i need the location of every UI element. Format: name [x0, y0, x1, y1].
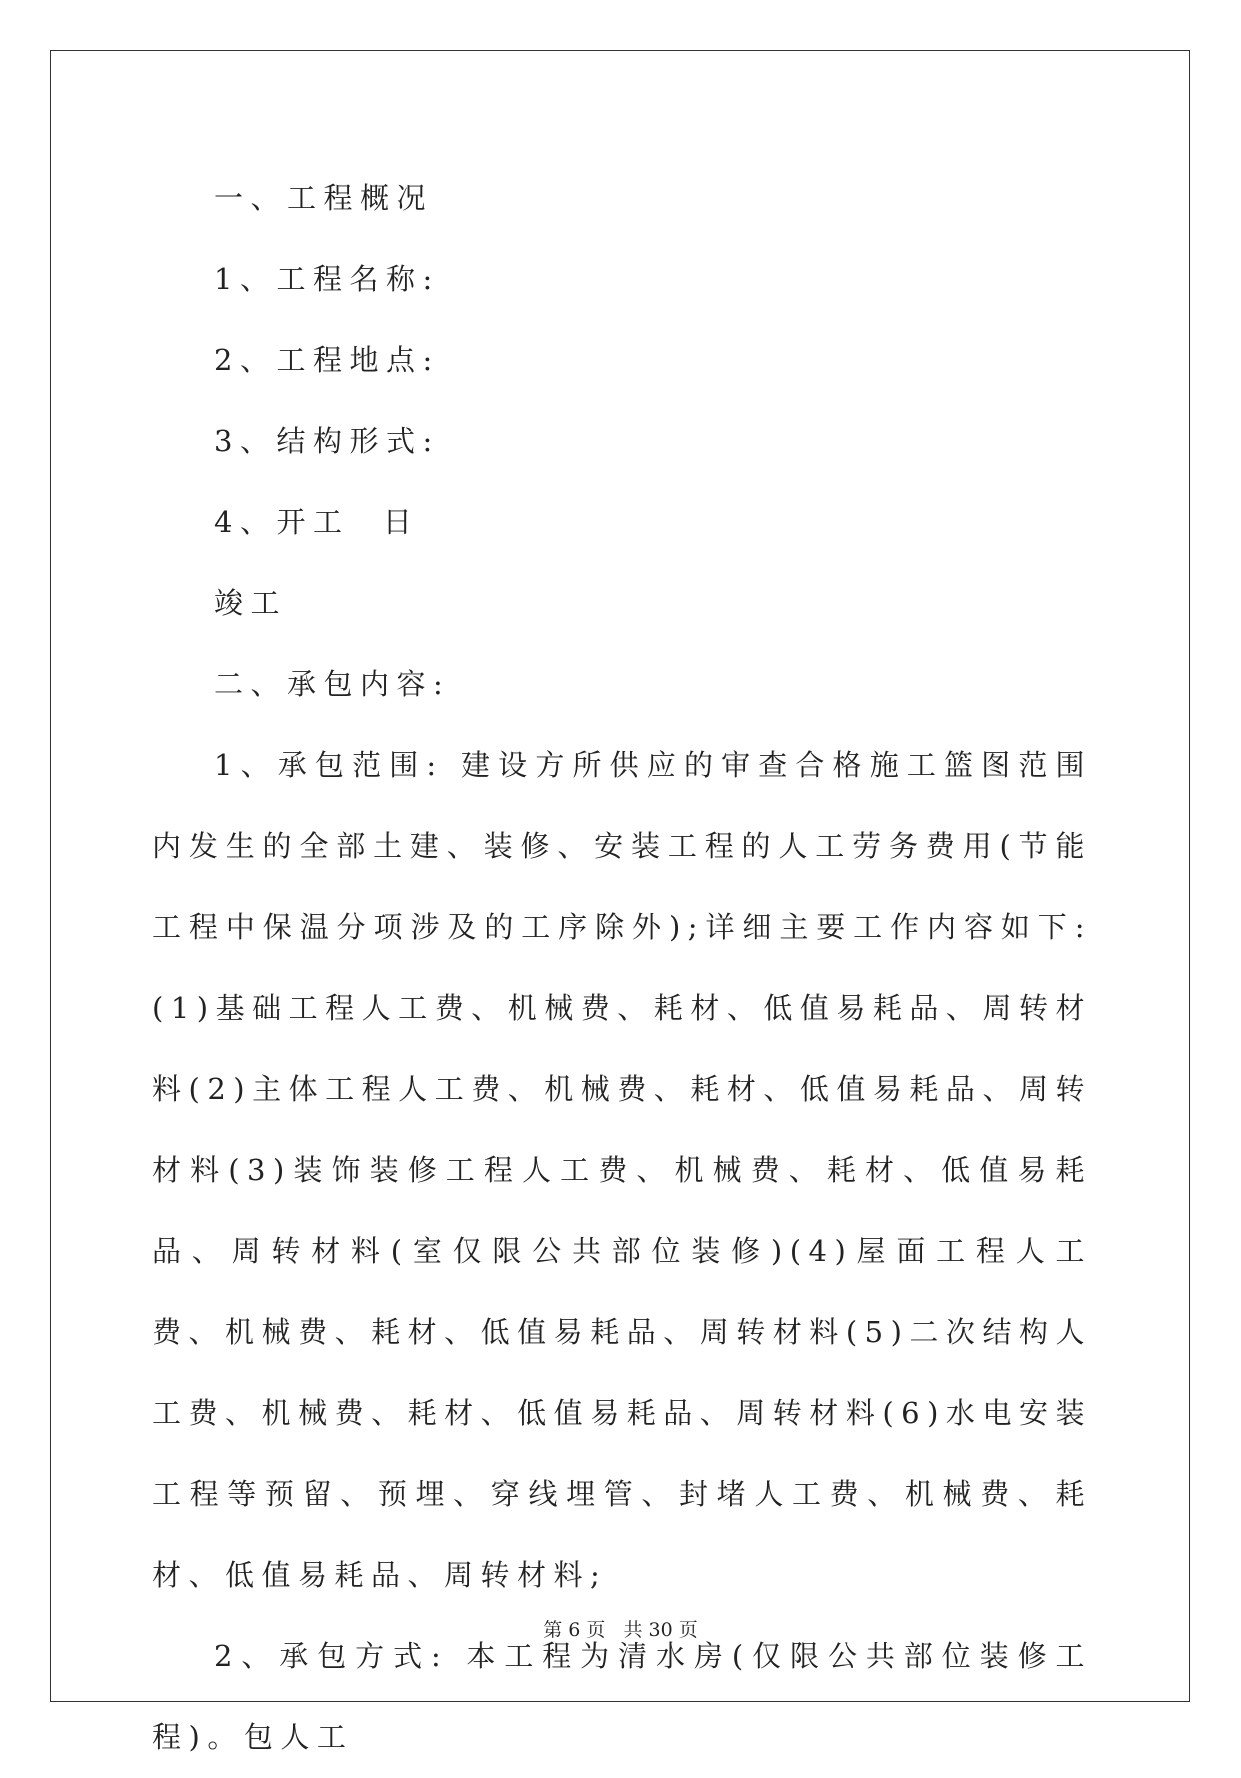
project-name-line: 1、工程名称: — [214, 262, 440, 296]
start-date-line: 4、开工 日 — [214, 505, 420, 539]
document-body — [152, 158, 1092, 1778]
structure-type-line: 3、结构形式: — [214, 424, 440, 458]
section-heading-contract-content: 二、承包内容: — [214, 667, 451, 701]
completion-line: 竣工 — [214, 586, 288, 620]
page-total: 共 30 页 — [623, 1619, 698, 1641]
contract-scope-paragraph: 1、承包范围: 建设方所供应的审查合格施工篮图范围内发生的全部土建、装修、安装工程的人工劳务费用(节能工程中保温分项涉及的工序除外);详细主要工作内容如下: (1)基础工程人工费、机械费、耗材、低值易耗品、周转材料(2)主体工程人工费、机械费、耗材、低值易耗品、周转材料(3)装饰装修工程人工费、机械费、耗材、低值易耗品、周转材料(室仅限公共部位装修)(4)屋面工程人工费、机械费、耗材、低值易耗品、周转材料(5)二次结构人工费、机械费、耗材、低值易耗品、周转材料(6)水电安装工程等预留、预埋、穿线埋管、封堵人工费、机械费、耗材、低值易耗品、周转材料; — [152, 748, 1092, 1592]
page-number: 第 6 页 — [543, 1619, 606, 1641]
section-heading-overview: 一、工程概况 — [214, 181, 434, 215]
page-footer — [0, 1615, 1241, 1642]
project-location-line: 2、工程地点: — [214, 343, 440, 377]
contract-method-paragraph: 2、承包方式: 本工程为清水房(仅限公共部位装修工程)。包人工 — [152, 1639, 1092, 1754]
